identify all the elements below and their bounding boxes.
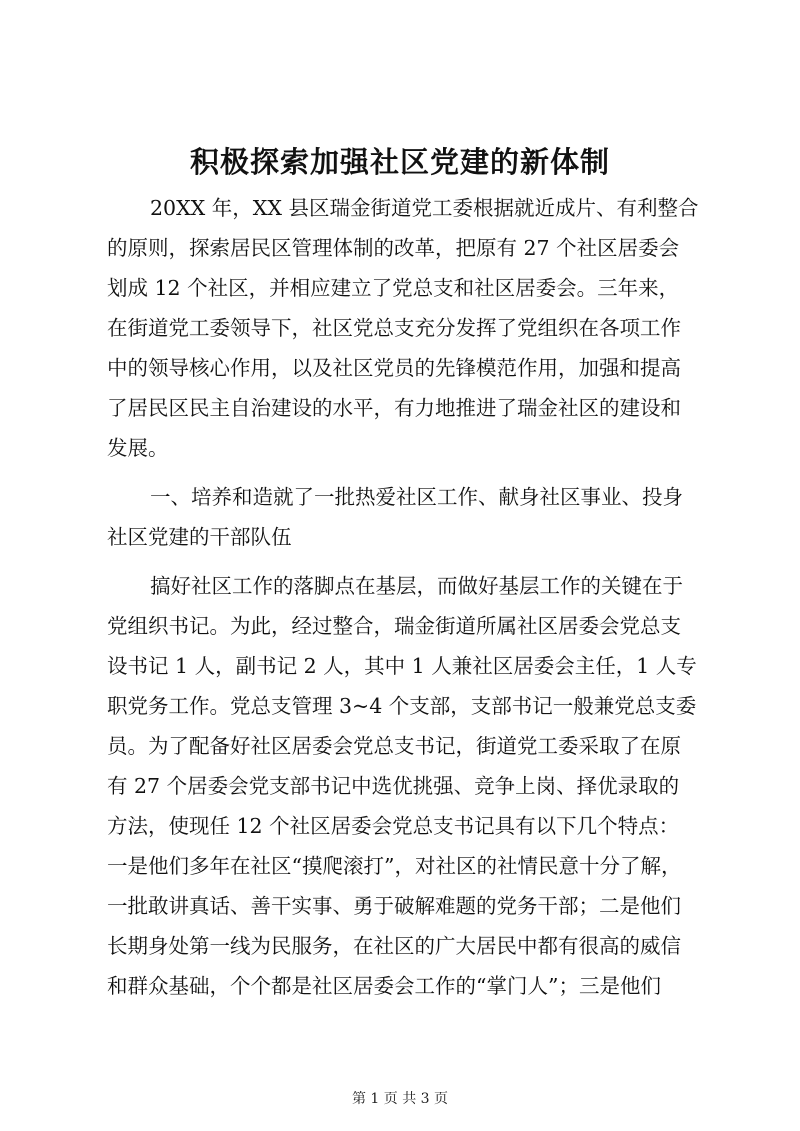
text-line: 职党务工作。党总支管理 3~4 个支部，支部书记一般兼党总支委 (107, 694, 697, 718)
text-line: 方法，使现任 12 个社区居委会党总支书记具有以下几个特点： (107, 814, 680, 838)
text-line: 搞好社区工作的落脚点在基层，而做好基层工作的关键在于 (150, 574, 683, 598)
text-line: 设书记 1 人，副书记 2 人，其中 1 人兼社区居委会主任，1 人专 (107, 654, 697, 678)
text-line: 中的领导核心作用，以及社区党员的先锋模范作用，加强和提高 (107, 356, 681, 380)
section-heading-line: 社区党建的干部队伍 (107, 525, 292, 549)
text-line: 和群众基础，个个都是社区居委会工作的“掌门人”；三是他们 (107, 974, 661, 998)
text-line: 发展。 (107, 436, 169, 460)
text-line: 有 27 个居委会党支部书记中选优挑强、竞争上岗、择优录取的 (107, 774, 680, 798)
text-line: 一是他们多年在社区“摸爬滚打”，对社区的社情民意十分了解， (107, 854, 682, 878)
page-title: 积极探索加强社区党建的新体制 (189, 145, 610, 179)
text-line: 的原则，探索居民区管理体制的改革，把原有 27 个社区居委会 (107, 236, 680, 260)
text-line: 员。为了配备好社区居委会党总支书记，街道党工委采取了在原 (107, 734, 681, 758)
section-heading-line: 一、培养和造就了一批热爱社区工作、献身社区事业、投身 (150, 485, 683, 509)
text-line: 20XX 年，XX 县区瑞金街道党工委根据就近成片、有利整合 (150, 196, 699, 220)
text-line: 党组织书记。为此，经过整合，瑞金街道所属社区居委会党总支 (107, 614, 681, 638)
text-line: 划成 12 个社区，并相应建立了党总支和社区居委会。三年来， (107, 276, 680, 300)
text-line: 在街道党工委领导下，社区党总支充分发挥了党组织在各项工作 (107, 316, 681, 340)
text-line: 了居民区民主自治建设的水平，有力地推进了瑞金社区的建设和 (107, 396, 681, 420)
page-number-footer: 第 1 页 共 3 页 (351, 1091, 449, 1107)
text-line: 长期身处第一线为民服务，在社区的广大居民中都有很高的威信 (107, 934, 681, 958)
text-line: 一批敢讲真话、善干实事、勇于破解难题的党务干部；二是他们 (107, 894, 681, 918)
